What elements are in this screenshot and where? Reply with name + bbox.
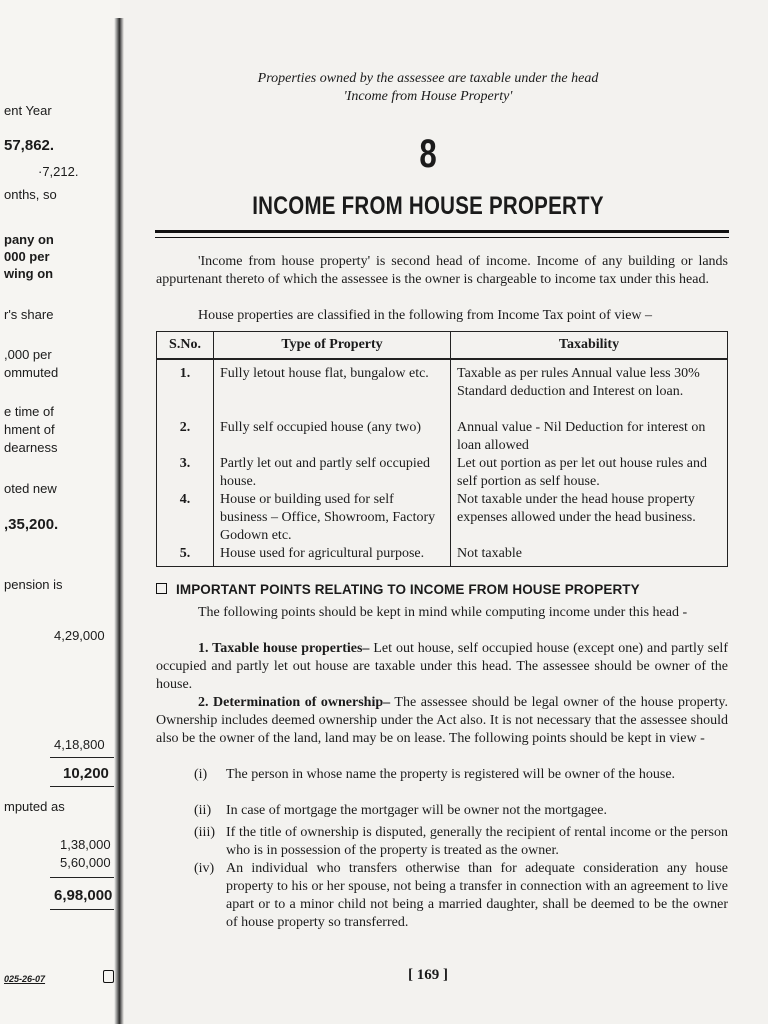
table-row xyxy=(157,491,728,545)
margin-text: ent Year xyxy=(4,103,52,118)
point-2-heading: 2. Determination of ownership– xyxy=(198,695,391,710)
margin-text: mputed as xyxy=(4,799,65,814)
margin-text: 4,29,000 xyxy=(54,628,105,643)
section-intro: The following points should be kept in mind while computing income under this head - xyxy=(198,605,688,620)
cell-type: Fully letout house flat, bungalow etc. xyxy=(214,359,451,419)
col-header-taxability: Taxability xyxy=(451,332,728,360)
table-row xyxy=(157,359,728,419)
margin-text: 10,200 xyxy=(63,765,109,782)
cell-sno: 2. xyxy=(157,419,214,455)
margin-rule xyxy=(50,786,114,787)
margin-text: pany on xyxy=(4,232,54,247)
margin-text: r's share xyxy=(4,307,54,322)
list-item: (iii) If the title of ownership is disputed, generally the recipient of rental income or the person who is in possession of the property is treated as the owner. xyxy=(194,825,728,858)
cell-taxability: Let out portion as per let out house rules and self portion as self house. xyxy=(451,455,728,491)
cell-sno: 1. xyxy=(157,359,214,419)
checkbox-square-icon xyxy=(156,583,167,594)
margin-text: wing on xyxy=(4,266,54,281)
cell-taxability: Not taxable xyxy=(451,545,728,567)
margin-text: 1,38,000 xyxy=(60,837,111,852)
list-item: (i) The person in whose name the property is registered will be owner of the house. xyxy=(194,767,676,782)
cell-taxability: Taxable as per rules Annual value less 30% Standard deduction and Interest on loan. xyxy=(451,359,728,419)
cell-type: House or building used for self business – Office, Showroom, Factory Godown etc. xyxy=(214,491,451,545)
point-1-heading: 1. Taxable house properties– xyxy=(198,641,370,656)
chapter-number: 8 xyxy=(419,132,437,176)
margin-text: ,35,200. xyxy=(4,516,59,533)
margin-text: ·7,212. xyxy=(38,164,79,179)
point-1: 1. Taxable house properties– Let out house, self occupied house (except one) and partly self occupied and partly let out house are taxable under this head. The assessee should be owner of the house. xyxy=(156,641,728,692)
point-2: 2. Determination of ownership– The assessee should be legal owner of the house property. Ownership includes deemed ownership under the Act also. It is not necessary that the assessee should also be the owner of the land, land may be on lease. The following points should be kept in view - xyxy=(156,695,728,746)
section-heading: IMPORTANT POINTS RELATING TO INCOME FROM HOUSE PROPERTY xyxy=(156,582,640,597)
intro-classification: House properties are classified in the following from Income Tax point of view – xyxy=(198,308,653,323)
margin-text: 6,98,000 xyxy=(54,887,113,904)
cell-type: Fully self occupied house (any two) xyxy=(214,419,451,455)
title-rule-thin xyxy=(155,237,729,238)
header-line-2: 'Income from House Property' xyxy=(343,89,513,104)
margin-text: 4,18,800 xyxy=(54,737,105,752)
margin-text: pension is xyxy=(4,577,63,592)
list-item: (ii) In case of mortgage the mortgager will be owner not the mortgagee. xyxy=(194,803,607,818)
margin-text: dearness xyxy=(4,440,58,455)
cell-sno: 4. xyxy=(157,491,214,545)
page-number: [ 169 ] xyxy=(408,967,448,983)
margin-text: 025-26-07 xyxy=(4,974,46,984)
book-page xyxy=(128,0,768,1024)
margin-text: e time of xyxy=(4,404,54,419)
col-header-type: Type of Property xyxy=(214,332,451,360)
cell-taxability: Annual value - Nil Deduction for interest on loan allowed xyxy=(451,419,728,455)
intro-paragraph: 'Income from house property' is second head of income. Income of any building or lands appurtenant thereto of which the assessee is the owner is chargeable to income tax under this head. xyxy=(156,254,728,287)
margin-text: oted new xyxy=(4,481,57,496)
margin-text: onths, so xyxy=(4,187,57,202)
margin-text: ,000 per xyxy=(4,347,52,362)
table-header-row xyxy=(157,332,728,360)
table-row xyxy=(157,455,728,491)
margin-rule xyxy=(50,877,114,878)
cell-type: House used for agricultural purpose. xyxy=(214,545,451,567)
margin-rule xyxy=(50,909,114,910)
margin-text: 000 per xyxy=(4,249,50,264)
margin-text: hment of xyxy=(4,422,55,437)
header-line-1: Properties owned by the assessee are taxable under the head xyxy=(257,71,599,86)
title-rule-thick xyxy=(155,230,729,233)
margin-text: 57,862. xyxy=(4,137,55,154)
margin-box-icon xyxy=(103,970,114,983)
cell-sno: 5. xyxy=(157,545,214,567)
cell-taxability: Not taxable under the head house property expenses allowed under the head business. xyxy=(451,491,728,545)
margin-text: 5,60,000 xyxy=(60,855,111,870)
chapter-title: INCOME FROM HOUSE PROPERTY xyxy=(252,192,604,220)
property-table xyxy=(156,331,728,567)
margin-rule xyxy=(50,757,114,758)
list-item: (iv) An individual who transfers otherwise than for adequate consideration any house property to his or her spouse, not being a transfer in connection with an agreement to live apart or to a minor child not being a married daughter, shall be deemed to be the owner of house property so transferred. xyxy=(194,861,728,930)
table-row xyxy=(157,419,728,455)
col-header-sno: S.No. xyxy=(157,332,214,360)
cell-sno: 3. xyxy=(157,455,214,491)
margin-text: ommuted xyxy=(4,365,59,380)
cell-type: Partly let out and partly self occupied house. xyxy=(214,455,451,491)
book-binding xyxy=(114,18,124,1024)
table-row xyxy=(157,545,728,567)
